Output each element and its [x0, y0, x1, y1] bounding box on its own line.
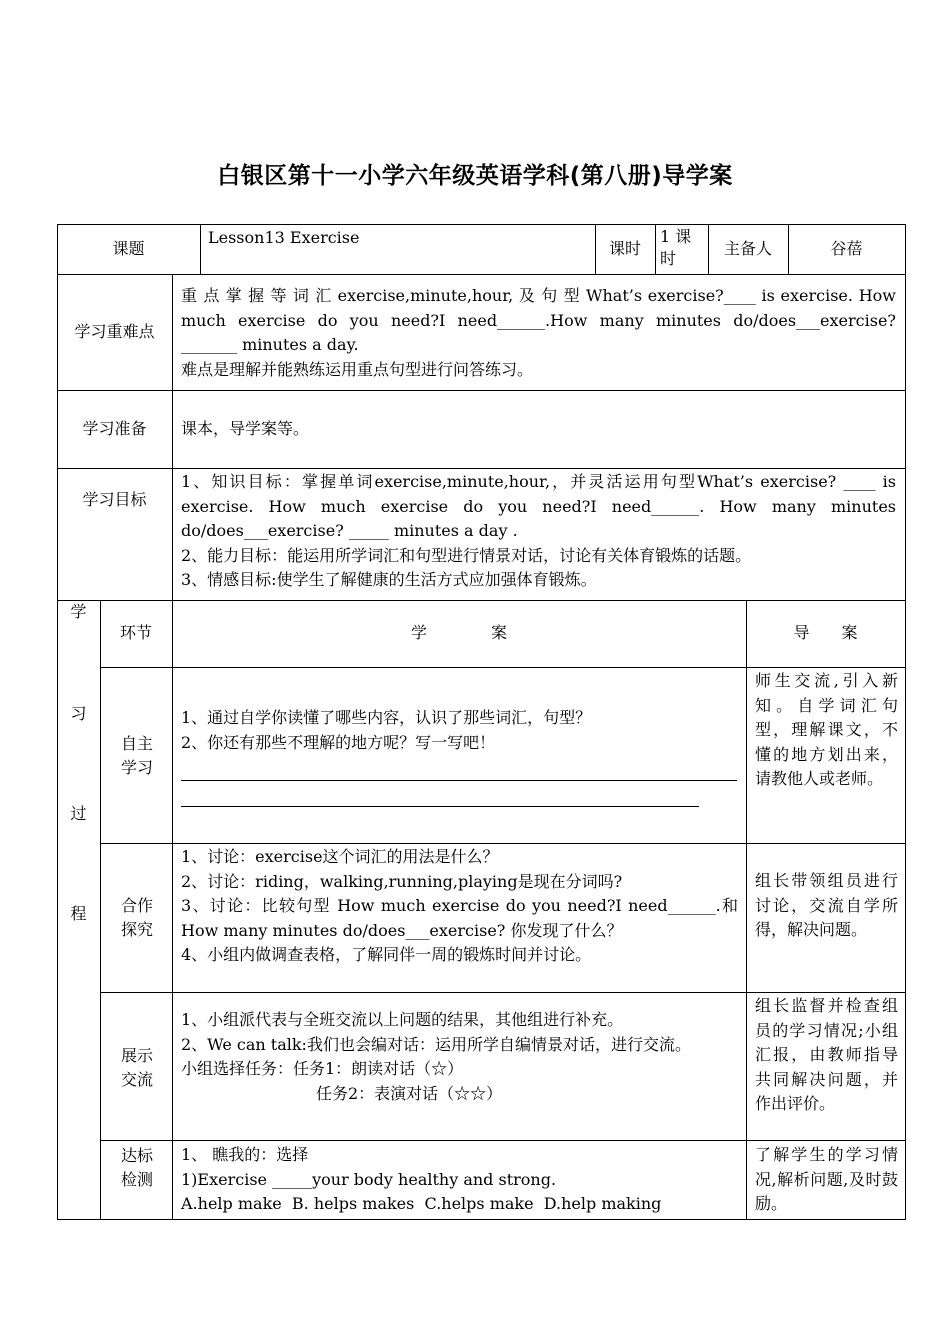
preparation-content: [181, 390, 896, 468]
column-header-teacher: 导 案: [793, 623, 858, 643]
stage-assessment: 达标检测: [120, 1146, 153, 1189]
table-border: [200, 224, 201, 274]
topic-value: Lesson13 Exercise: [208, 228, 360, 247]
list-item: 1、讨论：exercise这个词汇的用法是什么？: [181, 847, 499, 866]
question-options: A.help make B. helps makes C.helps make D.help making: [181, 1194, 662, 1213]
objective-ability: 2、能力目标：能运用所学词汇和句型进行情景对话，讨论有关体育锻炼的话题。: [181, 545, 752, 565]
table-border-right: [905, 224, 906, 1220]
period-value: 1 课时: [660, 227, 692, 268]
stage-self-study: 自主学习: [120, 734, 153, 777]
table-border: [100, 667, 906, 668]
cooperation-content: [181, 845, 738, 990]
preparer-value: 谷蓓: [830, 238, 863, 258]
objective-emotion: 3、情感目标:使学生了解健康的生活方式应加强体育锻炼。: [181, 570, 597, 589]
list-item: 2、We can talk:我们也会编对话：运用所学自编情景对话，进行交流。: [181, 1034, 691, 1054]
key-points-focus: 重 点 掌 握 等 词 汇 exercise,minute,hour, 及 句 型 What’s exercise?____ is exercise. How much exercise do you need?I need______.How many minutes do/does___exercise? _______ minutes a day.: [181, 286, 896, 354]
answer-line[interactable]: [181, 781, 699, 807]
teacher-note-presentation: 组长监督并检查组员的学习情况;小组汇报，由教师指导共同解决问题，并作出评价。: [755, 996, 898, 1113]
table-border: [100, 843, 906, 844]
preparation-text: 课本，导学案等。: [181, 418, 310, 438]
table-border: [57, 468, 906, 469]
table-border: [655, 224, 656, 274]
page-title: 白银区第十一小学六年级英语学科(第八册)导学案: [217, 163, 733, 189]
column-header-stage: 环节: [119, 623, 152, 643]
list-item: 3、讨论：比较句型 How much exercise do you need?I need______.和 How many minutes do/does___exercise? 你发现了什么？: [181, 896, 738, 940]
table-border: [100, 1140, 906, 1141]
table-border-bottom: [57, 1219, 906, 1220]
assessment-content: [181, 1143, 741, 1218]
self-study-content: [181, 706, 741, 840]
process-side-char: 学: [70, 602, 87, 621]
list-item: 1、 瞧我的：选择: [181, 1145, 309, 1164]
list-item: 4、小组内做调查表格，了解同伴一周的锻炼时间并讨论。: [181, 945, 592, 964]
key-points-content: [181, 284, 896, 388]
topic-label: 课题: [112, 238, 145, 258]
preparer-label: 主备人: [723, 238, 772, 258]
teacher-note-cooperation: 组长带领组员进行讨论，交流自学所得，解决问题。: [755, 871, 898, 939]
answer-line[interactable]: [181, 755, 737, 781]
table-border: [746, 600, 747, 1220]
process-side-char: 过: [70, 804, 87, 823]
teacher-note-assessment: 了解学生的学习情况,解析问题,及时鼓励。: [755, 1145, 898, 1213]
list-item: 1、通过自学你读懂了哪些内容，认识了那些词汇，句型？: [181, 708, 592, 727]
stage-presentation: 展示交流: [120, 1046, 153, 1089]
question: 1)Exercise _____your body healthy and strong.: [181, 1169, 557, 1189]
list-item: 2、讨论：riding，walking,running,playing是现在分词吗?: [181, 871, 623, 891]
table-border: [57, 274, 906, 275]
table-border: [100, 600, 101, 1220]
objective-knowledge: 1、知识目标：掌握单词exercise,minute,hour,，并灵活运用句型What’s exercise? ____ is exercise. How much exercise do you need?I need______. How many minutes do/does___exercise? _____ minutes a day .: [181, 472, 896, 540]
column-header-student: 学 案: [410, 623, 507, 643]
stage-cooperation: 合作探究: [120, 896, 153, 939]
list-item: 2、你还有那些不理解的地方呢？写一写吧！: [181, 732, 496, 752]
table-border: [100, 992, 906, 993]
task-choice: 小组选择任务：任务1：朗读对话（☆）: [181, 1059, 464, 1078]
presentation-content: [181, 1008, 738, 1138]
list-item: 1、小组派代表与全班交流以上问题的结果，其他组进行补充。: [181, 1010, 624, 1029]
key-points-difficulty: 难点是理解并能熟练运用重点句型进行问答练习。: [181, 359, 534, 379]
objectives-content: [181, 470, 896, 598]
process-side-char: 习: [70, 704, 87, 723]
key-points-label: 学习重难点: [74, 321, 155, 341]
teacher-note-self-study: 师生交流,引入新知。自学词汇句型，理解课文，不懂的地方划出来，请教他人或老师。: [755, 671, 898, 788]
objectives-label: 学习目标: [82, 490, 147, 509]
task-choice: 任务2：表演对话（☆☆）: [316, 1083, 503, 1103]
table-border: [172, 274, 173, 1220]
process-side-char: 程: [70, 904, 87, 923]
preparation-label: 学习准备: [82, 418, 147, 438]
period-label: 课时: [608, 238, 641, 258]
